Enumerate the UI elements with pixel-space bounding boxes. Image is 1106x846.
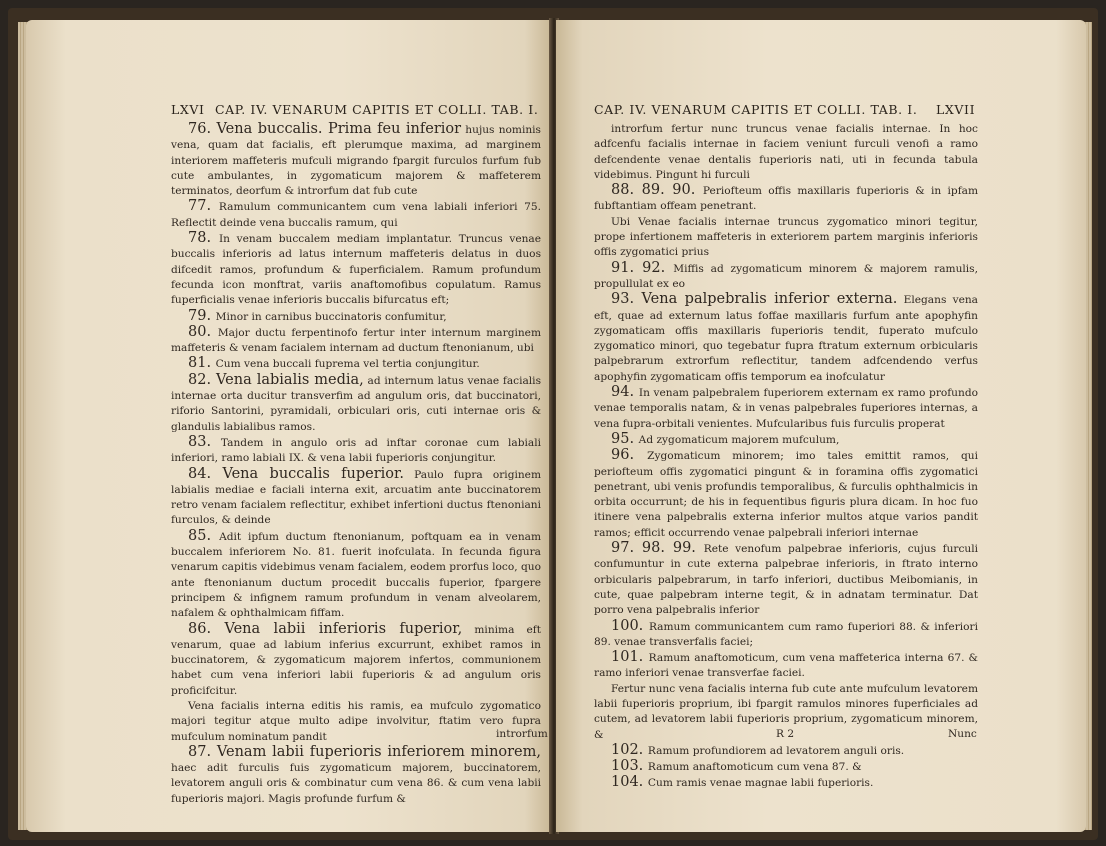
paragraph-number: 79. bbox=[188, 307, 216, 324]
paragraph-text: Ramulum communicantem cum vena labiali inferiori 75. Reflectit deinde vena buccalis ramum, qui bbox=[171, 201, 542, 229]
paragraph-number: 95. bbox=[611, 430, 639, 447]
left-page bbox=[26, 20, 551, 832]
paragraph-text: Fertur nunc vena facialis interna fub cute ante mufculum levatorem labii fuperioris proprium, ibi fpargit ramulos minores fuperficiales ad cutem, ad levatorem labii fuperioris proprium, zygomaticum minorem, & bbox=[594, 682, 978, 741]
paragraph bbox=[594, 261, 978, 293]
right-page-number: LXVII bbox=[936, 102, 976, 117]
right-signature: R 2 bbox=[776, 728, 795, 740]
paragraph-number: 81. bbox=[188, 355, 216, 372]
right-head-title: CAP. IV. VENARUM CAPITIS ET COLLI. TAB. I. bbox=[594, 102, 918, 117]
paragraph-number: 80. bbox=[188, 323, 218, 340]
paragraph-number: 84. bbox=[188, 465, 223, 482]
left-catchword: introrfum bbox=[496, 728, 548, 740]
paragraph-number: 91. 92. bbox=[611, 259, 674, 276]
paragraph-lead: Vena labialis media, bbox=[216, 371, 364, 388]
paragraph bbox=[594, 183, 978, 215]
paragraph bbox=[594, 122, 978, 183]
right-page-body bbox=[594, 122, 978, 792]
paragraph-lead: Vena palpebralis inferior externa. bbox=[641, 291, 898, 308]
paragraph bbox=[594, 292, 978, 385]
paragraph bbox=[171, 231, 541, 308]
paragraph bbox=[171, 529, 541, 622]
paragraph-text: Zygomaticum minorem; imo tales emittit ramos, qui periofteum offis zygomatici pingunt & in foramina offis zygomatici penetrant, ubi venis profundis temporalibus, & furculis ophthalmicis in orbita occurrunt; de his in fequentibus figuris plura dicam. In hoc fuo itinere vena palpebralis externa inferior multos atque varios pandit ramos; efficit occurrendo venae palpebrali inferiori internae bbox=[594, 450, 978, 539]
paragraph-text: Ramum profundiorem ad levatorem anguli oris. bbox=[647, 744, 905, 757]
right-catchword: Nunc bbox=[948, 728, 977, 740]
paragraph-text: Minor in carnibus buccinatoris confumitur, bbox=[215, 310, 447, 323]
paragraph-number: 76. bbox=[188, 121, 217, 137]
paragraph-text: hujus nominis vena, quam dat facialis, eft plerumque maxima, ad marginem interiorem maffeteris mufculi migrando fpargit furculos furfum fub cute ambulantes, in zygomaticum majorem & maffeterem terminatos, deorfum & introrfum dat fub cute bbox=[171, 124, 541, 198]
paragraph-number: 86. bbox=[188, 620, 225, 637]
paragraph bbox=[171, 122, 541, 199]
paragraph bbox=[171, 325, 541, 357]
paragraph-text: Ramum anaftomoticum cum vena 87. & bbox=[647, 761, 862, 774]
paragraph-text: Tandem in angulo oris ad inftar coronae cum labiali inferiori, ramo labiali IX. & vena labii fuperioris conjungitur. bbox=[171, 436, 541, 465]
paragraph bbox=[171, 622, 541, 699]
paragraph-number: 94. bbox=[611, 384, 639, 401]
paragraph-text: In venam palpebralem fuperiorem externam ex ramo profundo venae temporalis natam, & in venas palpebrales fuperiores internas, a vena fupra-orbitali venientes. Mufcularibus fuis furculis properat bbox=[594, 387, 978, 430]
paragraph-number: 88. 89. 90. bbox=[611, 182, 703, 199]
paragraph-text: Miffis ad zygomaticum minorem & majorem ramulis, propullulat ex eo bbox=[594, 262, 978, 290]
paragraph bbox=[594, 759, 978, 775]
paragraph-text: In venam buccalem mediam implantatur. Truncus venae buccalis inferioris ad latus internum maffeteris delatus in duos difcedit ramos, profundum & fuperficialem. Ramum profundum fecunda icon monftrat, variis anaftomofibus copulatum. Ramus fuperficialis venae inferioris buccalis bifurcatus eft; bbox=[171, 233, 542, 307]
paragraph-number: 93. bbox=[611, 291, 642, 308]
paragraph-number: 78. bbox=[188, 230, 219, 247]
right-page bbox=[556, 20, 1086, 832]
paragraph bbox=[594, 775, 978, 791]
paragraph-number: 77. bbox=[188, 198, 219, 215]
paragraph-text: Vena facialis interna editis his ramis, ea mufculo zygomatico majori tegitur atque multo adipe involvitur, ftatim vero fupra mufculum nominatum pandit bbox=[171, 699, 541, 743]
paragraph bbox=[594, 650, 978, 682]
paragraph bbox=[594, 541, 978, 618]
book bbox=[8, 8, 1098, 840]
paragraph-number: 101. bbox=[611, 649, 649, 666]
left-page-number: LXVI bbox=[171, 102, 205, 117]
paragraph bbox=[171, 745, 541, 807]
paragraph-text: Ramum anaftomoticum, cum vena maffeterica interna 67. & ramo inferiori venae transverfae faciei. bbox=[594, 652, 978, 680]
paragraph-number: 83. bbox=[188, 433, 221, 450]
paragraph-text: Periofteum offis maxillaris fuperioris & in ipfam fubftantiam offeam penetrant. bbox=[594, 185, 978, 213]
paragraph-number: 97. 98. 99. bbox=[611, 540, 704, 557]
paragraph bbox=[594, 432, 978, 448]
paragraph bbox=[171, 199, 541, 231]
paragraph-number: 102. bbox=[611, 741, 648, 758]
paragraph-text: Ubi Venae facialis internae truncus zygomatico minori tegitur, prope infertionem maffeteris in exteriorem partem marginis inferioris offis zygomatici prius bbox=[594, 215, 978, 259]
left-page-body bbox=[171, 122, 541, 807]
paragraph bbox=[171, 373, 541, 435]
paragraph-text: Major ductu ferpentinofo fertur inter internum marginem maffeteris & venam facialem internam ad ductum ftenonianum, ubi bbox=[171, 326, 541, 355]
paragraph bbox=[171, 309, 541, 325]
paragraph-text: Ramum communicantem cum ramo fuperiori 88. & inferiori 89. venae transverfalis faciei; bbox=[594, 620, 978, 648]
paragraph-text: Rete venofum palpebrae inferioris, cujus furculi confumuntur in cute externa palpebrae inferioris, in ftrato interno orbicularis palpebrarum, in tarfo inferiori, ductibus Meibomianis, in cute, quae palpebram interne tegit, & in adnatam terminatur. Dat porro vena palpebralis inferior bbox=[594, 543, 978, 617]
paragraph-text: Elegans vena eft, quae ad externum latus foffae maxillaris furfum ante apophyfin zygomaticam offis maxillaris fuperioris tendit, fuperato mufculo zygomatico minori, quo tegebatur fupra ftratum externum orbicularis palpebrarum extrorfum reflectitur, tandem adfcendendo verfus apophyfin zygomaticam offis temporum ea inofculatur bbox=[594, 294, 978, 383]
paragraph-text: Paulo fupra originem labialis mediae e faciali interna exit, arcuatim ante buccinatorem retro venam facialem reflectitur, exhibet infertioni ductus ftenoniani furculos, & deinde bbox=[171, 468, 541, 527]
paragraph bbox=[171, 467, 541, 529]
paragraph-lead: Venam labii fuperioris inferiorem minorem, bbox=[216, 743, 542, 760]
paragraph-number: 87. bbox=[188, 743, 217, 760]
paragraph bbox=[594, 385, 978, 432]
paragraph bbox=[594, 619, 978, 651]
left-head-title: CAP. IV. VENARUM CAPITIS ET COLLI. TAB. I. bbox=[215, 102, 539, 117]
paragraph-number: 82. bbox=[188, 371, 217, 388]
paragraph-text: haec adit furculis fuis zygomaticum majorem, buccinatorem, levatorem anguli oris & combinatur cum vena 86. & cum vena labii fuperioris majori. Magis profunde furfum & bbox=[171, 762, 541, 805]
paragraph bbox=[171, 435, 541, 467]
paragraph-text: Cum vena buccali fuprema vel tertia conjungitur. bbox=[215, 358, 480, 371]
paragraph-number: 96. bbox=[611, 447, 648, 464]
paragraph-number: 103. bbox=[611, 758, 648, 775]
paragraph bbox=[171, 699, 541, 745]
paragraph-text: Ad zygomaticum majorem mufculum, bbox=[638, 433, 840, 446]
paragraph-text: Adit ipfum ductum ftenonianum, poftquam ea in venam buccalem inferiorem No. 81. fuerit inofculata. In fecunda figura venarum capitis videbimus venam facialem, eodem prorfus loco, quo ante ftenonianum ductum procedit buccalis fuperior, fpargere principem & infignem ramum profundum in venam alveolarem, nafalem & ophthalmicam fiffam. bbox=[171, 530, 542, 620]
paragraph-lead: Vena buccalis fuperior. bbox=[222, 465, 404, 482]
paragraph-lead: Vena labii inferioris fuperior, bbox=[224, 620, 463, 637]
paragraph bbox=[594, 215, 978, 261]
paragraph bbox=[594, 743, 978, 759]
paragraph-text: minima eft venarum, quae ad labium inferius excurrunt, exhibet ramos in buccinatorem, & zygomaticum majorem infertos, communionem habet cum vena inferiori labii fuperioris & ad angulum oris proficifcitur. bbox=[171, 623, 541, 697]
paragraph-number: 85. bbox=[188, 527, 220, 544]
paragraph-lead: Vena buccalis. Prima feu inferior bbox=[216, 121, 462, 137]
paragraph bbox=[594, 448, 978, 541]
paragraph-text: ad internum latus venae facialis internae orta ducitur transverfim ad angulum oris, dat buccinatori, riforio Santorini, pyramidali, orbiculari oris, cuti internae oris & glandulis labialibus ramos. bbox=[171, 374, 542, 433]
paragraph-text: Cum ramis venae magnae labii fuperioris. bbox=[647, 777, 874, 790]
paragraph bbox=[171, 356, 541, 372]
paragraph-text: introrfum fertur nunc truncus venae facialis internae. In hoc adfcenfu facialis internae in faciem veniunt furculi venofi a ramo defcendente venae dentalis fuperioris nati, uti in fecunda tabula videbimus. Pingunt hi furculi bbox=[594, 123, 978, 181]
paragraph-number: 100. bbox=[611, 617, 649, 634]
paragraph-number: 104. bbox=[611, 774, 648, 791]
